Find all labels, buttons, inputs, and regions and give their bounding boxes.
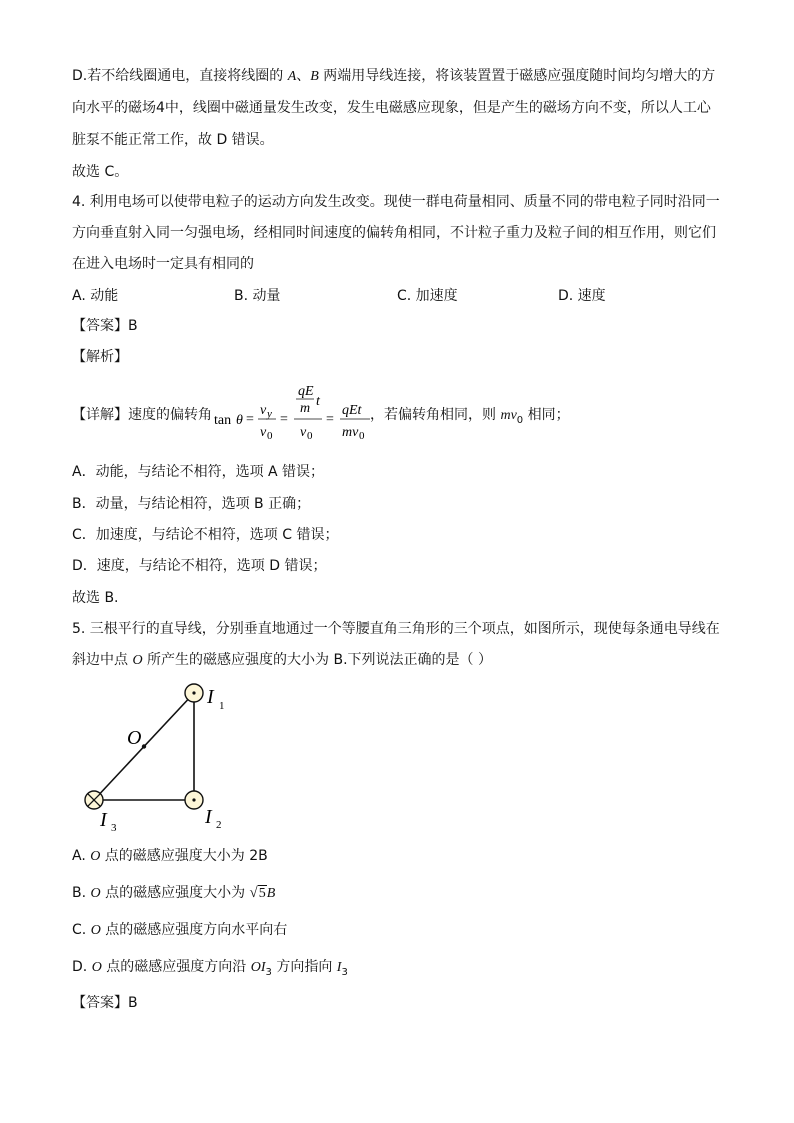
svg-text:m: m — [300, 401, 311, 416]
q5-stem-line1: 5. 三根平行的直导线，分别垂直地通过一个等腰直角三角形的三个项点，如图所示，现使每条通电导线在 — [72, 621, 720, 637]
label-i3: I — [100, 809, 107, 831]
svg-text:v: v — [260, 403, 267, 418]
label-i2: I — [205, 806, 212, 828]
label-i1: I — [207, 686, 214, 708]
q4-item-b: B．动量，与结论相符，选项 B 正确； — [72, 496, 311, 512]
q4-answer: 【答案】B — [72, 318, 138, 334]
q5-option-a: A. O 点的磁感应强度大小为 2B — [72, 848, 268, 864]
q4-option-b: B. 动量 — [234, 288, 281, 304]
svg-text:0: 0 — [307, 430, 313, 442]
q4-detail-prefix: 【详解】速度的偏转角 — [72, 407, 212, 423]
svg-text:0: 0 — [359, 430, 365, 442]
q4-stem-line2: 方向垂直射入同一匀强电场，经相同时间速度的偏转角相同，不计粒子重力及粒子间的相互作用，则它们 — [72, 225, 716, 241]
q5-option-b: B. O 点的磁感应强度大小为 √5B — [72, 885, 276, 901]
label-o: O — [127, 727, 142, 749]
svg-text:v: v — [300, 425, 307, 440]
svg-text:=: = — [246, 412, 254, 427]
svg-text:0: 0 — [267, 430, 273, 442]
q4-option-a: A. 动能 — [72, 288, 119, 304]
q5-answer: 【答案】B — [72, 995, 138, 1011]
q4-analysis-heading: 【解析】 — [72, 349, 128, 365]
sqrt-icon: √ — [249, 885, 258, 901]
svg-text:v: v — [260, 425, 267, 440]
d-para-line1: D.若不给线圈通电，直接将线圈的 A、B 两端用导线连接，将该装置置于磁感应强度随时间均匀增大的方 — [72, 68, 716, 84]
q4-option-c: C. 加速度 — [397, 288, 458, 304]
q4-option-d: D. 速度 — [558, 288, 606, 304]
q4-stem-line3: 在进入电场时一定具有相同的 — [72, 256, 254, 272]
q4-detail-suffix: ，若偏转角相同，则 $mv_0$ 相同； — [370, 407, 570, 426]
svg-text:mv: mv — [342, 425, 359, 440]
d-para-conclusion: 故选 C。 — [72, 164, 129, 180]
d-para-line2: 向水平的磁场4中，线圈中磁通量发生改变，发生电磁感应现象，但是产生的磁场方向不变，所以人工心 — [72, 100, 711, 116]
q5-option-d: D. O 点的磁感应强度方向沿 $OI_3$ 方向指向 $I_3$ — [72, 959, 348, 978]
deflection-angle-formula — [212, 384, 392, 446]
q4-item-c: C．加速度，与结论不相符，选项 C 错误； — [72, 527, 339, 543]
svg-text:qE: qE — [298, 384, 314, 399]
midpoint-o-dot — [142, 744, 146, 748]
svg-text:=: = — [280, 412, 288, 427]
q4-item-a: A．动能，与结论不相符，选项 A 错误； — [72, 464, 325, 480]
svg-text:tan: tan — [214, 413, 232, 428]
q5-stem-line2: 斜边中点 O 所产生的磁感应强度的大小为 B.下列说法正确的是（ ） — [72, 652, 492, 668]
q4-stem-line1: 4. 利用电场可以使带电粒子的运动方向发生改变。现使一群电荷量相同、质量不同的带电粒子同时沿同一 — [72, 194, 720, 210]
q4-conclusion: 故选 B. — [72, 590, 119, 606]
q5-option-c: C. O 点的磁感应强度方向水平向右 — [72, 922, 288, 938]
label-i1-sub: 1 — [219, 700, 225, 712]
label-i3-sub: 3 — [111, 822, 117, 832]
q4-item-d: D．速度，与结论不相符，选项 D 错误； — [72, 558, 327, 574]
svg-text:=: = — [326, 412, 334, 427]
d-para-line3: 脏泵不能正常工作，故 D 错误。 — [72, 132, 274, 148]
svg-text:qEt: qEt — [342, 403, 362, 418]
triangle-wire-figure — [74, 680, 234, 832]
svg-text:t: t — [316, 394, 320, 409]
svg-text:θ: θ — [236, 413, 243, 428]
svg-text:y: y — [267, 408, 272, 420]
label-i2-sub: 2 — [216, 819, 222, 831]
